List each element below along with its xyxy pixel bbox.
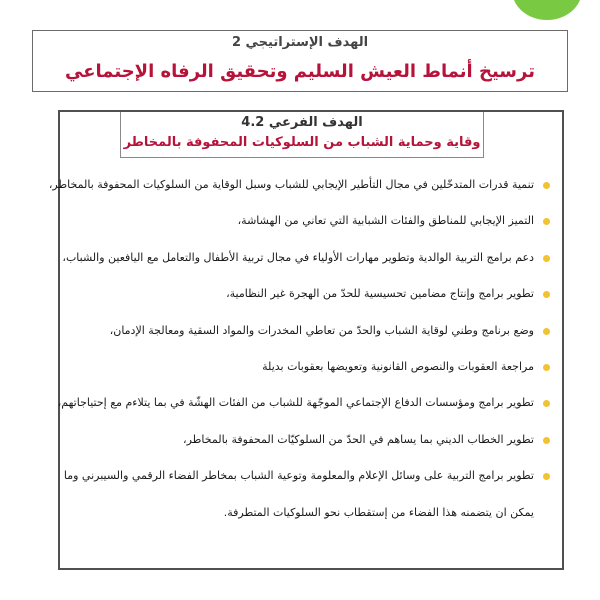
- list-item-text: تطوير برامج وإنتاج مضامين تحسيسية للحدّ من الهجرة غير النظامية،: [226, 287, 534, 301]
- list-item: [48, 172, 560, 208]
- bullet-dot-icon: [543, 364, 550, 371]
- list-item-text: تنمية قدرات المتدخّلين في مجال التأطير الإيجابي للشباب وسبل الوقاية من السلوكيات المحفوفة بالمخاطر،: [48, 178, 534, 191]
- list-item-text: وضع برنامج وطني لوقاية الشباب والحدّ من تعاطي المخدرات والمواد السقية ومعالجة الإدمان،: [109, 323, 534, 337]
- bullet-dot-icon: [543, 218, 550, 225]
- list-item: [70, 281, 560, 317]
- bullet-dot-icon: [543, 437, 550, 444]
- bullet-dot-icon: [543, 182, 550, 189]
- sub-goal-header: [120, 112, 484, 158]
- list-item: [70, 318, 560, 354]
- strategic-goal-label: الهدف الإستراتيجي 2: [231, 35, 369, 50]
- bullet-dot-icon: [543, 291, 550, 298]
- list-item-text: مراجعة العقوبات والنصوص القانونية وتعويضها بعقوبات بديلة: [262, 359, 534, 373]
- bullet-dot-icon: [543, 473, 550, 480]
- list-item-text: دعم برامج التربية الوالدية وتطوير مهارات الأولياء في مجال تربية الأطفال والتعامل مع اليافعين والشباب،: [62, 250, 534, 264]
- strategic-goal-box: [32, 30, 568, 92]
- list-item: [70, 208, 560, 244]
- list-item: [63, 463, 560, 499]
- bullet-dot-icon: [543, 255, 550, 262]
- bullet-dot-icon: [543, 328, 550, 335]
- corner-decoration: [512, 0, 582, 20]
- list-item-text: تطوير برامج التربية على وسائل الإعلام والمعلومة وتوعية الشباب بمخاطر الفضاء الرقمي والسيبرني وما: [63, 469, 534, 483]
- sub-goal-title: وقاية وحماية الشباب من السلوكيات المحفوفة بالمخاطر: [123, 135, 481, 150]
- sub-goal-label: الهدف الفرعي 4.2: [241, 115, 363, 130]
- strategic-goal-title: ترسيخ أنماط العيش السليم وتحقيق الرفاه الإجتماعي: [65, 61, 535, 82]
- list-item-text: يمكن ان يتضمنه هذا الفضاء من إستقطاب نحو السلوكيات المتطرفة.: [223, 505, 534, 519]
- list-item-continuation: [70, 500, 560, 536]
- list-item: [57, 390, 560, 426]
- list-item-text: التميز الإيجابي للمناطق والفئات الشبابية التي تعاني من الهشاشة،: [237, 214, 534, 228]
- list-item-text: تطوير برامج ومؤسسات الدفاع الإجتماعي الموجّهة للشباب من الفئات الهشّة في بما يتلاءم مع إحتياجاتهم،: [57, 396, 534, 410]
- action-list: [48, 172, 560, 536]
- list-item: [70, 427, 560, 463]
- list-item: [62, 245, 560, 281]
- list-item: [70, 354, 560, 390]
- list-item-text: تطوير الخطاب الديني بما يساهم في الحدّ من السلوكيّات المحفوفة بالمخاطر،: [183, 432, 534, 446]
- bullet-dot-icon: [543, 400, 550, 407]
